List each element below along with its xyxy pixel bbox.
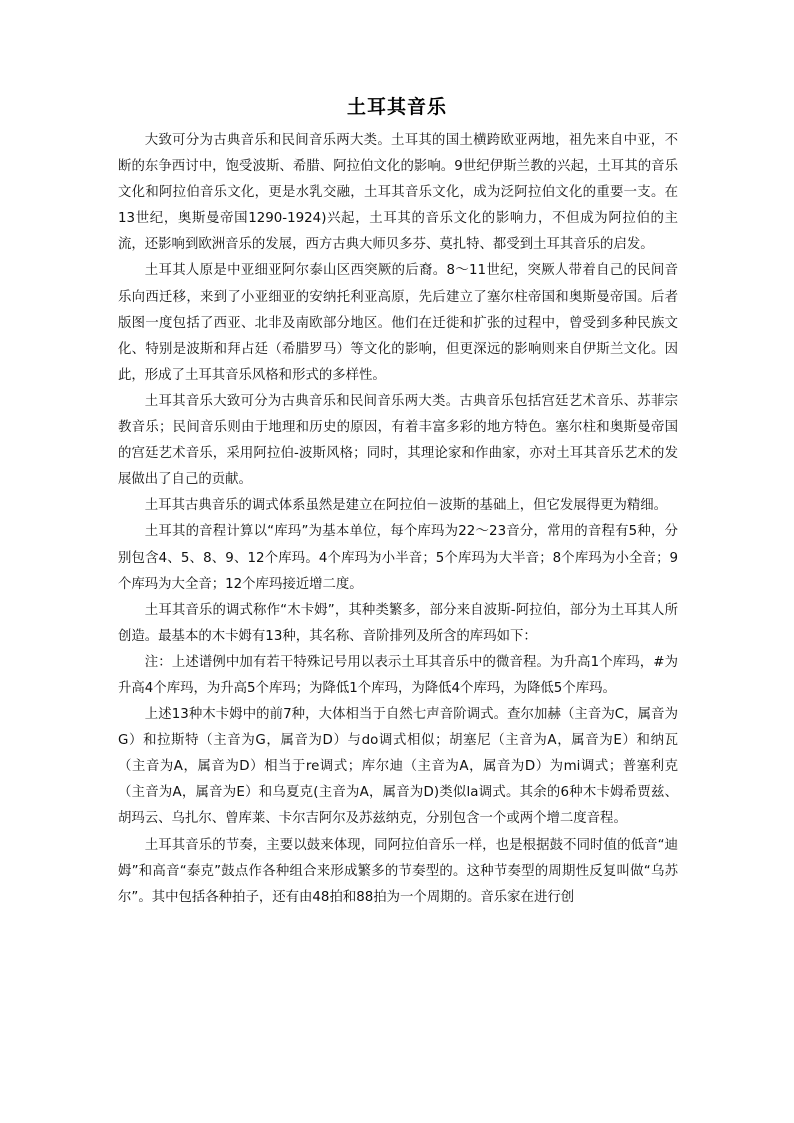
paragraph: 上述13种木卡姆中的前7种，大体相当于自然七声音阶调式。查尔加赫（主音为C，属音为G）和拉斯特（主音为G，属音为D）与do调式相似；胡塞尼（主音为A，属音为E）和纳瓦（主音为A，属音为D）相当于re调式；库尔迪（主音为A，属音为D）为mi调式；普塞利克（主音为A，属音为E）和乌夏克(主音为A，属音为D)类似la调式。其余的6种木卡姆希贾兹、胡玛云、乌扎尔、曾库莱、卡尔吉阿尔及苏兹纳克，分别包含一个或两个增二度音程。 [118, 707, 678, 827]
paragraph: 土耳其的音程计算以“库玛”为基本单位，每个库玛为22～23音分，常用的音程有5种，分别包含4、5、8、9、12个库玛。4个库玛为小半音；5个库玛为大半音；8个库玛为小全音；9个库玛为大全音；12个库玛接近增二度。 [118, 524, 678, 592]
article-body [118, 128, 678, 911]
paragraph: 土耳其人原是中亚细亚阿尔泰山区西突厥的后裔。8～11世纪，突厥人带着自己的民间音乐向西迁移，来到了小亚细亚的安纳托利亚高原，先后建立了塞尔柱帝国和奥斯曼帝国。后者版图一度包括了西亚、北非及南欧部分地区。他们在迁徙和扩张的过程中，曾受到多种民族文化、特别是波斯和拜占廷（希腊罗马）等文化的影响，但更深远的影响则来自伊斯兰文化。因此，形成了土耳其音乐风格和形式的多样性。 [118, 263, 678, 383]
paragraph: 土耳其音乐大致可分为古典音乐和民间音乐两大类。古典音乐包括宫廷艺术音乐、苏菲宗教音乐；民间音乐则由于地理和历史的原因，有着丰富多彩的地方特色。塞尔柱和奥斯曼帝国的宫廷艺术音乐，采用阿拉伯-波斯风格；同时，其理论家和作曲家，亦对土耳其音乐艺术的发展做出了自己的贡献。 [118, 393, 678, 488]
paragraph: 土耳其音乐的节奏，主要以鼓来体现，同阿拉伯音乐一样，也是根据鼓不同时值的低音“迪姆”和高音“泰克”鼓点作各种组合来形成繁多的节奏型的。这种节奏型的周期性反复叫做“乌苏尔”。其中包括各种拍子，还有由48拍和88拍为一个周期的。音乐家在进行创 [118, 837, 678, 905]
paragraph: 大致可分为古典音乐和民间音乐两大类。土耳其的国土横跨欧亚两地，祖先来自中亚，不断的东争西讨中，饱受波斯、希腊、阿拉伯文化的影响。9世纪伊斯兰教的兴起，土耳其的音乐文化和阿拉伯音乐文化，更是水乳交融，土耳其音乐文化，成为泛阿拉伯文化的重要一支。在13世纪，奥斯曼帝国1290-1924)兴起，土耳其的音乐文化的影响力，不但成为阿拉伯的主流，还影响到欧洲音乐的发展，西方古典大师贝多芬、莫扎特、都受到土耳其音乐的启发。 [118, 133, 678, 253]
paragraph: 土耳其音乐的调式称作“木卡姆”，其种类繁多，部分来自波斯-阿拉伯，部分为土耳其人所创造。最基本的木卡姆有13种，其名称、音阶排列及所含的库玛如下： [118, 602, 678, 644]
paragraph: 注：上述谱例中加有若干特殊记号用以表示土耳其音乐中的微音程。为升高1个库玛，#为升高4个库玛，为升高5个库玛；为降低1个库玛，为降低4个库玛，为降低5个库玛。 [118, 654, 678, 696]
paragraph: 土耳其古典音乐的调式体系虽然是建立在阿拉伯－波斯的基础上，但它发展得更为精细。 [144, 498, 668, 514]
page-title: 土耳其音乐 [346, 96, 447, 118]
